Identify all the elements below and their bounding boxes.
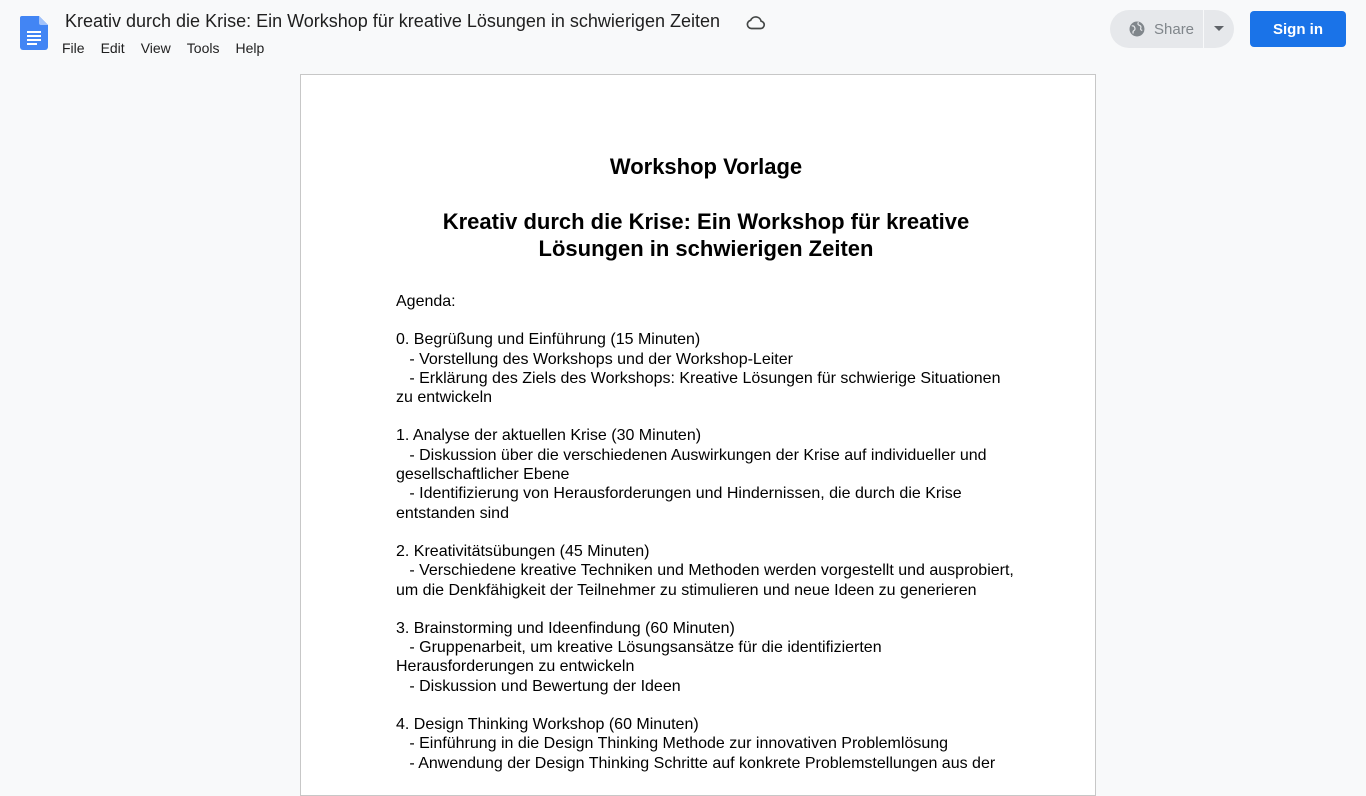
menu-view[interactable]: View bbox=[140, 40, 171, 56]
section-item: - Diskussion über die verschiedenen Auswirkungen der Krise auf individueller und gesellschaftlicher Ebene bbox=[396, 446, 992, 484]
share-dropdown-button[interactable] bbox=[1203, 10, 1234, 48]
menu-file[interactable]: File bbox=[62, 40, 85, 56]
document-heading: Workshop Vorlage bbox=[609, 154, 803, 179]
menu-tools[interactable]: Tools bbox=[186, 40, 220, 56]
section-heading: 2. Kreativitätsübungen (45 Minuten) bbox=[396, 542, 650, 560]
section-heading: 0. Begrüßung und Einführung (15 Minuten) bbox=[396, 331, 701, 349]
section-item: - Erklärung des Ziels des Workshops: Kreative Lösungen für schwierige Situationen zu entwickeln bbox=[396, 369, 1005, 407]
section-heading: 1. Analyse der aktuellen Krise (30 Minuten) bbox=[396, 427, 702, 445]
sign-in-button[interactable]: Sign in bbox=[1250, 11, 1346, 47]
section-item: - Einführung in die Design Thinking Methode zur innovativen Problemlösung bbox=[396, 735, 949, 753]
document-title[interactable]: Kreativ durch die Krise: Ein Workshop für kreative Lösungen in schwierigen Zeiten bbox=[65, 11, 720, 31]
section-item: - Identifizierung von Herausforderungen und Hindernissen, die durch die Krise entstanden sind bbox=[396, 485, 967, 522]
document-page[interactable] bbox=[300, 74, 1096, 796]
globe-icon bbox=[1128, 20, 1146, 38]
share-button-group bbox=[1110, 10, 1234, 48]
share-button[interactable] bbox=[1110, 10, 1195, 48]
agenda-label: Agenda: bbox=[396, 293, 456, 310]
section-item: - Verschiedene kreative Techniken und Methoden werden vorgestellt und ausprobiert, um die Denkfähigkeit der Teilnehmer zu stimulieren und neue Ideen zu generieren bbox=[396, 562, 1019, 599]
document-subheading: Kreativ durch die Krise: Ein Workshop für kreative Lösungen in schwierigen Zeiten bbox=[442, 209, 970, 261]
top-bar bbox=[0, 0, 1366, 64]
section-item: - Diskussion und Bewertung der Ideen bbox=[396, 677, 681, 695]
menu-edit[interactable]: Edit bbox=[100, 40, 125, 56]
share-label: Share bbox=[1154, 20, 1195, 38]
section-heading: 3. Brainstorming und Ideenfindung (60 Minuten) bbox=[396, 619, 735, 637]
caret-down-icon bbox=[1214, 26, 1224, 32]
google-docs-icon[interactable] bbox=[20, 16, 48, 50]
document-content[interactable] bbox=[396, 153, 1019, 773]
section-item: - Anwendung der Design Thinking Schritte auf konkrete Problemstellungen aus der bbox=[396, 754, 996, 772]
cloud-saved-icon[interactable] bbox=[745, 12, 767, 34]
section-item: - Gruppenarbeit, um kreative Lösungsansätze für die identifizierten Herausforderungen zu entwickeln bbox=[396, 639, 887, 676]
menu-help[interactable]: Help bbox=[235, 40, 265, 56]
section-item: - Vorstellung des Workshops und der Workshop-Leiter bbox=[396, 350, 793, 368]
menu-bar bbox=[54, 36, 272, 60]
section-heading: 4. Design Thinking Workshop (60 Minuten) bbox=[396, 716, 699, 734]
